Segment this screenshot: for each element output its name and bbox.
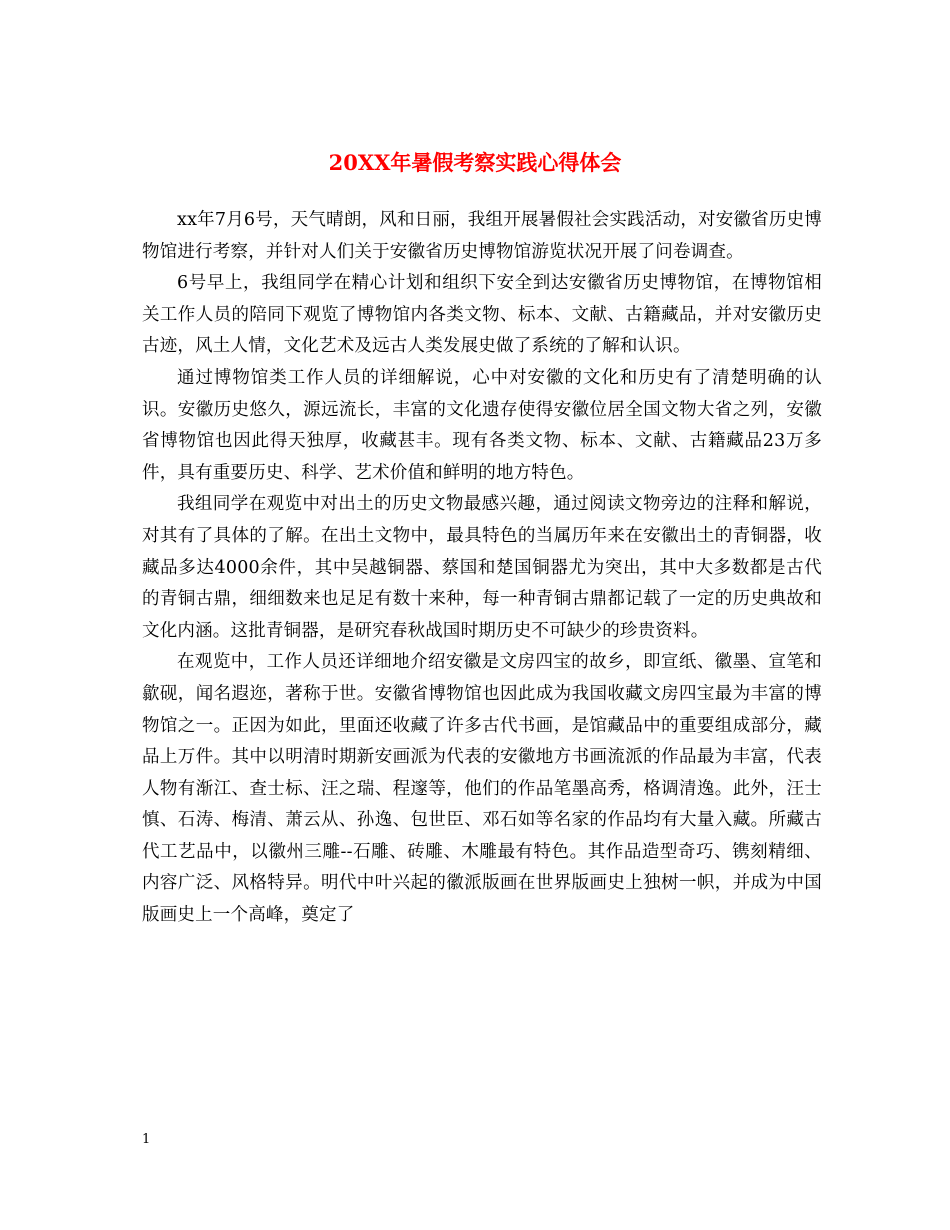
paragraph-2: 6号早上，我组同学在精心计划和组织下安全到达安徽省历史博物馆，在博物馆相关工作人员的陪同下观览了博物馆内各类文物、标本、文献、古籍藏品，并对安徽历史古迹，风土人情，文化艺术及远古人类发展史做了系统的了解和认识。 bbox=[142, 273, 822, 357]
document-body bbox=[142, 205, 822, 932]
paragraph-1: xx年7月6号，天气晴朗，风和日丽，我组开展暑假社会实践活动，对安徽省历史博物馆进行考察，并针对人们关于安徽省历史博物馆游览状况开展了问卷调查。 bbox=[142, 210, 822, 262]
document-title: 20XX年暑假考察实践心得体会 bbox=[328, 150, 622, 176]
page-number: 1 bbox=[142, 1132, 151, 1147]
paragraph-3: 通过博物馆类工作人员的详细解说，心中对安徽的文化和历史有了清楚明确的认识。安徽历史悠久，源远流长，丰富的文化遗存使得安徽位居全国文物大省之列，安徽省博物馆也因此得天独厚，收藏甚丰。现有各类文物、标本、文献、古籍藏品23万多件，具有重要历史、科学、艺术价值和鲜明的地方特色。 bbox=[142, 367, 822, 483]
paragraph-4: 我组同学在观览中对出土的历史文物最感兴趣，通过阅读文物旁边的注释和解说，对其有了具体的了解。在出土文物中，最具特色的当属历年来在安徽出土的青铜器，收藏品多达4000余件，其中吴越铜器、蔡国和楚国铜器尤为突出，其中大多数都是古代的青铜古鼎，细细数来也足足有数十来种，每一种青铜古鼎都记载了一定的历史典故和文化内涵。这批青铜器，是研究春秋战国时期历史不可缺少的珍贵资料。 bbox=[142, 494, 822, 641]
paragraph-5: 在观览中，工作人员还详细地介绍安徽是文房四宝的故乡，即宣纸、徽墨、宣笔和歙砚，闻名遐迩，著称于世。安徽省博物馆也因此成为我国收藏文房四宝最为丰富的博物馆之一。正因为如此，里面还收藏了许多古代书画，是馆藏品中的重要组成部分，藏品上万件。其中以明清时期新安画派为代表的安徽地方书画流派的作品最为丰富，代表人物有渐江、查士标、汪之瑞、程邃等，他们的作品笔墨高秀，格调清逸。此外，汪士慎、石涛、梅清、萧云从、孙逸、包世臣、邓石如等名家的作品均有大量入藏。所藏古代工艺品中，以徽州三雕--石雕、砖雕、木雕最有特色。其作品造型奇巧、镌刻精细、内容广泛、风格特异。明代中叶兴起的徽派版画在世界版画史上独树一帜，并成为中国版画史上一个高峰，奠定了 bbox=[142, 652, 822, 926]
